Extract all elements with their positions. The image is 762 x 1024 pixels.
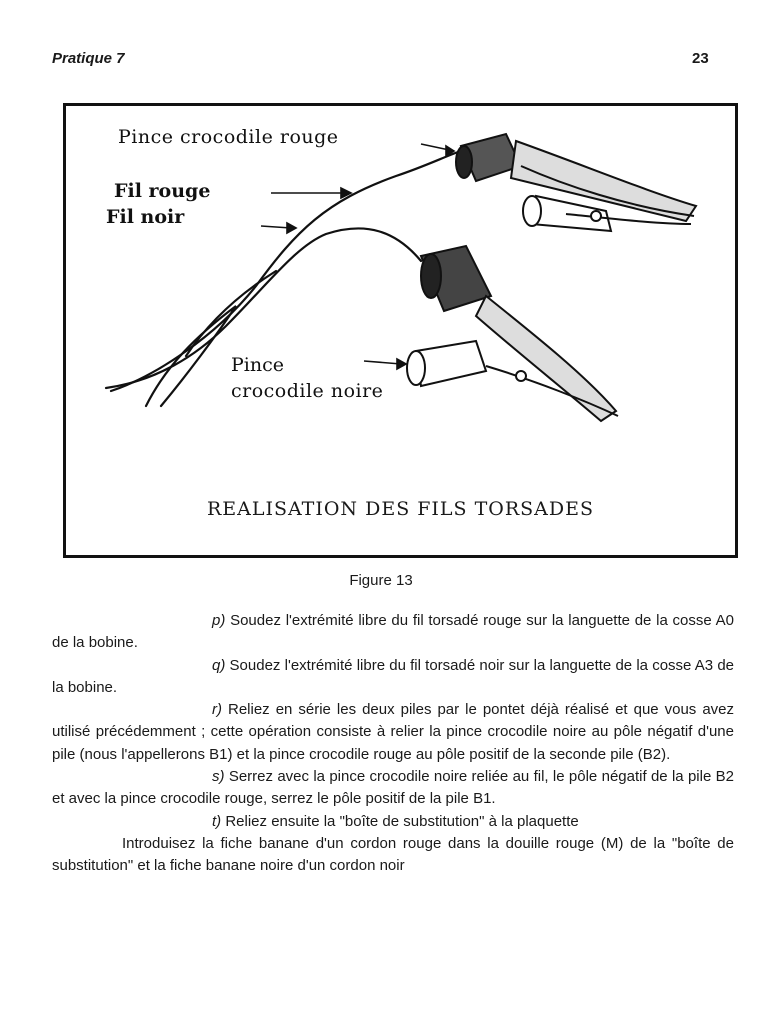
step-t: t) Reliez ensuite la "boîte de substitution" à la plaquette bbox=[212, 812, 579, 830]
step-r: r) Reliez en série les deux piles par le pontet déjà réalisé et que vous avez utilisé précédemment ; cette opération consiste à relier la pince crocodile noire au pôle négatif d'une pile (nous l'appellerons B1) et la pince crocodile rouge au pôle positif de la seconde pile (B2). bbox=[52, 701, 734, 763]
figure-caption: Figure 13 bbox=[349, 572, 413, 589]
step-t-continued: Introduisez la fiche banane d'un cordon rouge dans la douille rouge (M) de la "boîte de substitution" et la fiche banane noire d'un cordon noir bbox=[52, 834, 734, 875]
label-red-wire: Fil rouge bbox=[114, 180, 211, 202]
red-clip bbox=[456, 134, 696, 231]
label-black-wire: Fil noir bbox=[106, 206, 185, 228]
step-q: q) Soudez l'extrémité libre du fil torsadé noir sur la languette de la cosse A3 de la bobine. bbox=[52, 656, 734, 696]
page-number: 23 bbox=[692, 50, 709, 67]
step-s: s) Serrez avec la pince crocodile noire reliée au fil, le pôle négatif de la pile B2 et avec la pince crocodile rouge, serrez le pôle positif de la pile B1. bbox=[52, 768, 734, 808]
twisted-wires-illustration bbox=[66, 106, 735, 555]
figure-13 bbox=[63, 103, 738, 558]
label-black-clip-line2: crocodile noire bbox=[231, 380, 384, 402]
section-header: Pratique 7 bbox=[52, 50, 125, 67]
black-clip bbox=[407, 246, 618, 421]
figure-title: REALISATION DES FILS TORSADES bbox=[206, 498, 595, 520]
instructions-text bbox=[52, 610, 734, 878]
step-p: p) Soudez l'extrémité libre du fil torsadé rouge sur la languette de la cosse A0 de la bobine. bbox=[52, 612, 734, 652]
label-black-clip-line1: Pince bbox=[231, 354, 284, 376]
label-red-clip: Pince crocodile rouge bbox=[118, 126, 339, 148]
